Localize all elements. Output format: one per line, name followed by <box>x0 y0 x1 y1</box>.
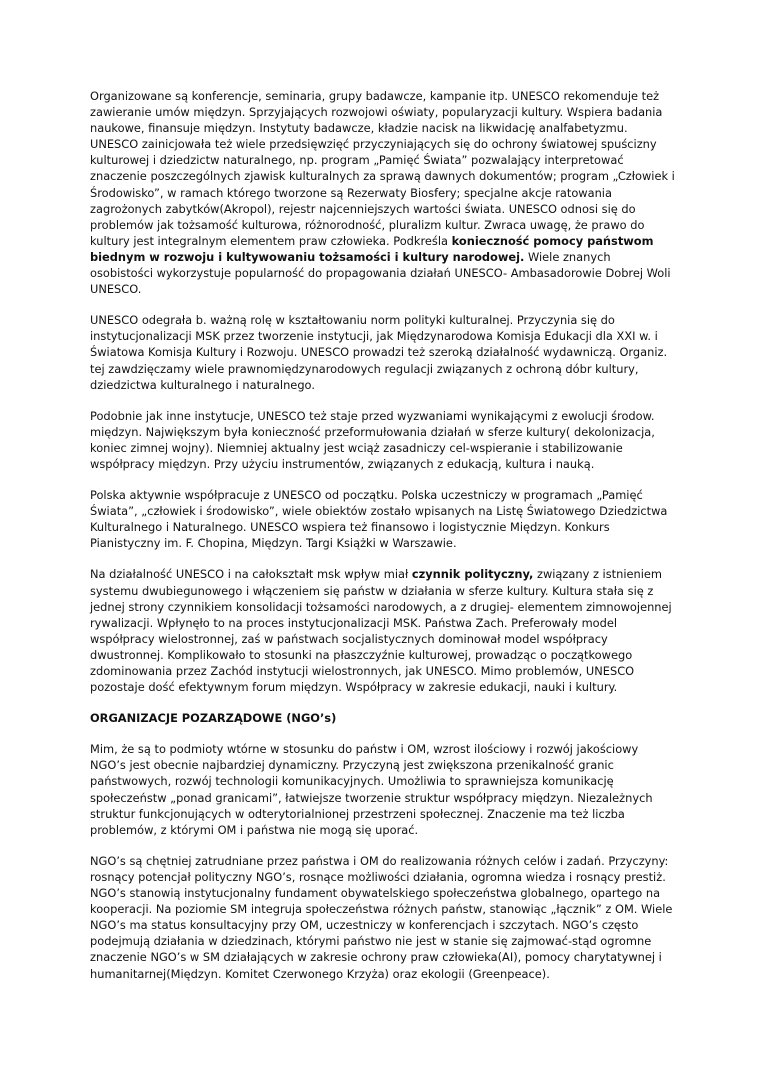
paragraph-poland-unesco: Polska aktywnie współpracuje z UNESCO od początku. Polska uczestniczy w programach „Pamięć Świata”, „człowiek i środowisko”, wiele obiektów zostało wpisanych na Listę Światowego Dziedzictwa Kulturalnego i Naturalnego. UNESCO wspiera też finansowo i logistycznie Międzyn. Konkurs Pianistyczny im. F. Chopina, Międzyn. Targi Książki w Warszawie. <box>90 488 668 551</box>
paragraph-ngo-role: NGO’s są chętniej zatrudniane przez państwa i OM do realizowania różnych celów i zadań. Przyczyny: rosnący potencjał polityczny NGO’s, rosnące możliwości działania, ogromna wiedza i rosnący prestiż. NGO’s stanowią instytucjonalny fundament obywatelskiego społeczeństwa globalnego, opartego na kooperacji. Na poziomie SM integruja społeczeństwa różnych państw, stanowiąc „łącznik” z OM. Wiele NGO’s ma status konsultacyjny przy OM, uczestniczy w konferencjach i szczytach. NGO’s często podejmują działania w dziedzinach, którymi państwo nie jest w stanie się zajmować-stąd ogromne znaczenie NGO’s w SM działających w zakresie ochrony praw człowieka(AI), pomocy charytatywnej i humanitarnej(Międzyn. Komitet Czerwonego Krzyża) oraz ekologii (Greenpeace). <box>90 853 673 981</box>
paragraph-ngo-growth: Mim, że są to podmioty wtórne w stosunku do państw i OM, wzrost ilościowy i rozwój jakościowy NGO’s jest obecnie najbardziej dynamiczny. Przyczyną jest zwiększona przenikalność granic państwowych, rozwój technologii komunikacyjnych. Umożliwia to sprawniejsza komunikację społeczeństw „ponad granicami”, łatwiejsze tworzenie struktur współpracy międzyn. Niezależnych struktur funkcjonujących w odterytorialnionej przestrzeni społecznej. Znaczenie ma też liczba problemów, z którymi OM i państwa nie mogą się uporać. <box>90 742 653 837</box>
paragraph-text: Wiele znanych osobistości wykorzystuje popularność do propagowania działań UNESCO- Ambasadorowie Dobrej Woli UNESCO. <box>90 249 671 297</box>
paragraph-unesco-activities <box>90 88 675 297</box>
document-page <box>90 88 675 997</box>
paragraph-political-factor <box>90 566 675 695</box>
emphasis-text: czynnik polityczny, <box>411 567 534 582</box>
paragraph-text: Organizowane są konferencje, seminaria, grupy badawcze, kampanie itp. UNESCO rekomenduje też zawieranie umów międzyn. Sprzyjających rozwojowi oświaty, popularyzacji kultury. Wspiera badania naukowe, finansuje międzyn. Instytuty badawcze, kładzie nacisk na likwidację analfabetyzmu. UNESCO zainicjowała też wiele przedsięwzięć przyczyniających się do ochrony światowej spuścizny kulturowej i dziedzictw naturalnego, np. program „Pamięć Świata” pozwalający interpretować znaczenie poszczególnych zjawisk kulturalnych za sprawą dawnych dokumentów; program „Człowiek i Środowisko”, w ramach którego tworzone są Rezerwaty Biosfery; specjalne akcje ratowania zagrożonych zabytków(Akropol), rejestr najcenniejszych wartości świata. UNESCO odnosi się do problemów jak tożsamość kulturowa, różnorodność, pluralizm kultur. Zwraca uwagę, że prawo do kultury jest integralnym elementem praw człowieka. Podkreśla <box>90 89 675 248</box>
paragraph-text: Na działalność UNESCO i na całokształt msk wpływ miał <box>90 567 412 582</box>
emphasis-text: konieczność pomocy państwom biednym w rozwoju i kultywowaniu tożsamości i kultury narodowej. <box>90 233 654 264</box>
paragraph-unesco-norms: UNESCO odegrała b. ważną rolę w kształtowaniu norm polityki kulturalnej. Przyczynia się do instytucjonalizacji MSK przez tworzenie instytucji, jak Międzynarodowa Komisja Edukacji dla XXI w. i Światowa Komisja Kultury i Rozwoju. UNESCO prowadzi też szeroką działalność wydawniczą. Organiz. tej zawdzięczamy wiele prawnomiędzynarodowych regulacji związanych z ochroną dóbr kultury, dziedzictwa kulturalnego i naturalnego. <box>90 313 668 392</box>
paragraph-text: związany z istnieniem systemu dwubiegunowego i włączeniem się państw w działania w sferze kultury. Kultura stała się z jednej strony czynnikiem konsolidacji tożsamości narodowych, a z drugiej- elementem zimnowojennej rywalizacji. Wpłynęło to na proces instytucjonalizacji MSK. Państwa Zach. Preferowały model współpracy wielostronnej, zaś w państwach socjalistycznych dominował model współpracy dwustronnej. Komplikowało to stosunki na płaszczyźnie kulturowej, prowadząc o początkowego zdominowania przez Zachód instytucji wielostronnych, jak UNESCO. Mimo problemów, UNESCO pozostaje dość efektywnym forum międzyn. Współpracy w zakresie edukacji, nauki i kultury. <box>90 567 672 695</box>
section-heading-ngo: ORGANIZACJE POZARZĄDOWE (NGO’s) <box>90 711 337 726</box>
paragraph-unesco-challenges: Podobnie jak inne instytucje, UNESCO też staje przed wyzwaniami wynikającymi z ewolucji środow. międzyn. Największym była konieczność przeformułowania działań w sferze kultury( dekolonizacja, koniec zimnej wojny). Niemniej aktualny jest wciąż zasadniczy cel-wspieranie i stabilizowanie współpracy międzyn. Przy użyciu instrumentów, związanych z edukacją, kultura i nauką. <box>90 408 655 471</box>
